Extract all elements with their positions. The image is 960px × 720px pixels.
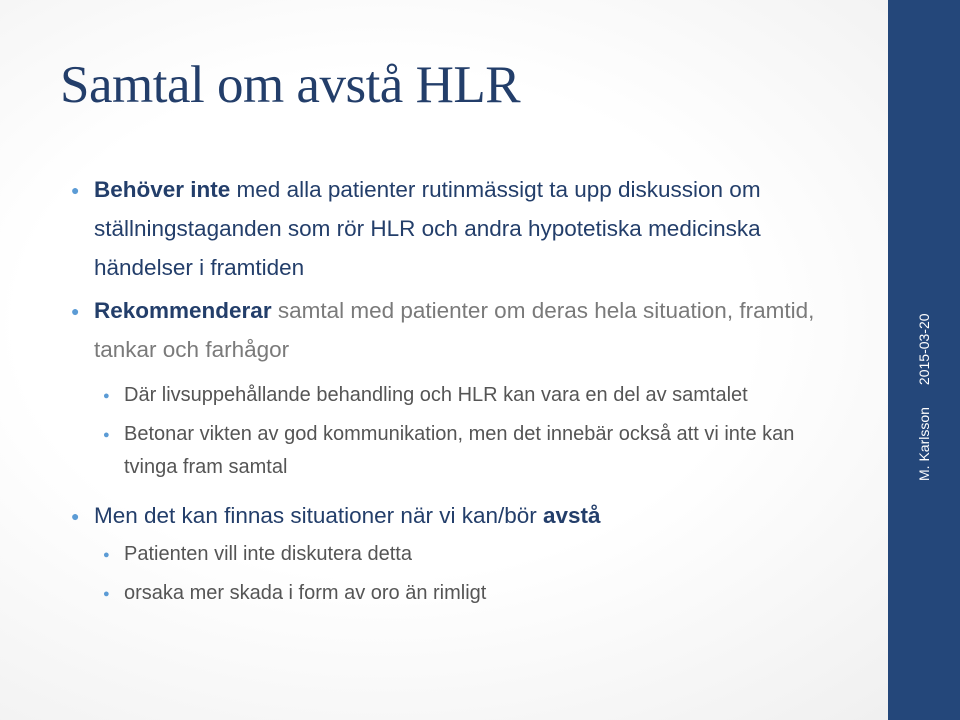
sub-bullet-text: Patienten vill inte diskutera detta (124, 543, 412, 565)
sub-bullet-item (66, 577, 846, 610)
sub-bullet-text: Betonar vikten av god kommunikation, men det innebär också att vi inte kan tvinga fram samtal (124, 423, 795, 478)
bullet-list (66, 170, 846, 610)
sub-bullet-dot-icon: ● (103, 549, 110, 561)
sub-bullet-item (66, 379, 846, 412)
bullet-dot-icon: ● (71, 508, 80, 524)
bullet-1-text: med alla patienter rutinmässigt ta upp diskussion om ställningstaganden som rör HLR och andra hypotetiska medicinska händelser i framtiden (94, 177, 761, 280)
bullet-item-1 (66, 170, 846, 287)
sub-bullet-text: Där livsuppehållande behandling och HLR kan vara en del av samtalet (124, 384, 748, 406)
bullet-3-text: Men det kan finnas situationer när vi kan/bör (94, 503, 544, 528)
bullet-dot-icon: ● (71, 303, 80, 319)
slide-title: Samtal om avstå HLR (60, 56, 521, 114)
author-label: M. Karlsson (916, 407, 932, 481)
sub-bullet-text: orsaka mer skada i form av oro än rimligt (124, 582, 487, 604)
sub-bullet-item (66, 538, 846, 571)
sub-bullet-dot-icon: ● (103, 588, 110, 600)
bullet-2-bold: Rekommenderar (94, 298, 272, 323)
bullet-3-bold: avstå (543, 503, 601, 528)
date-label: 2015-03-20 (916, 313, 932, 386)
sub-bullet-dot-icon: ● (103, 429, 110, 441)
sidebar-footer (913, 161, 935, 481)
bullet-item-3 (66, 496, 846, 535)
sub-bullet-dot-icon: ● (103, 390, 110, 402)
bullet-dot-icon: ● (71, 182, 80, 198)
bullet-1-bold: Behöver inte (94, 177, 231, 202)
bullet-item-2 (66, 291, 846, 369)
bullet-2-text: samtal med patienter om deras hela situation, framtid, tankar och farhågor (94, 298, 815, 362)
sub-bullet-item (66, 418, 846, 484)
